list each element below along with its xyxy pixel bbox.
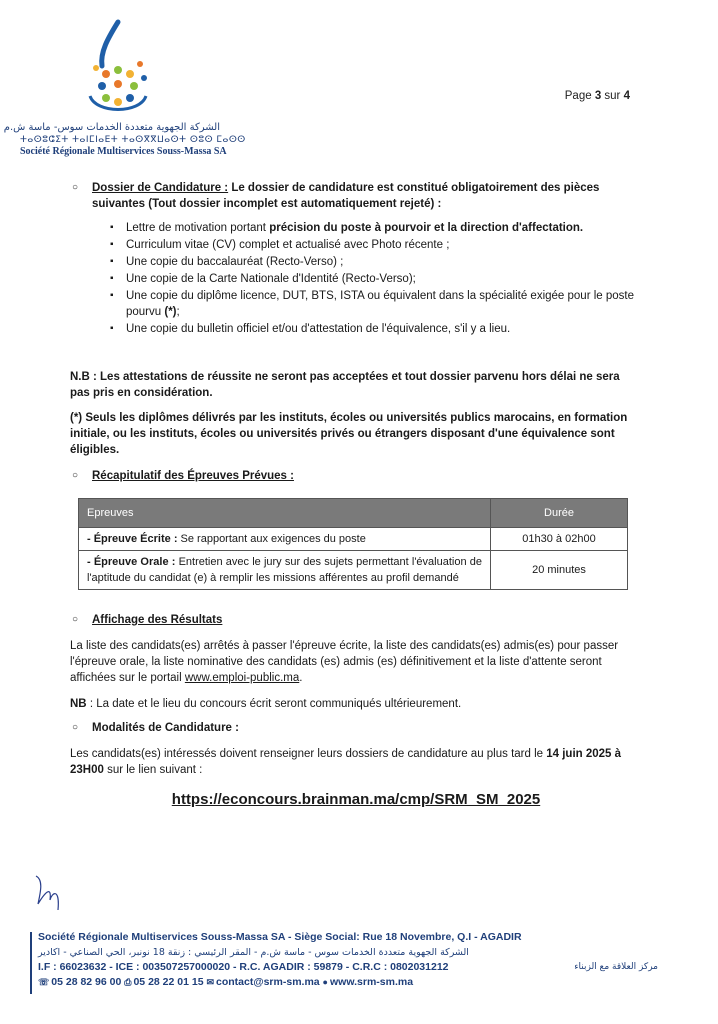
circle-bullet-icon: ○: [72, 470, 79, 481]
company-name-arabic: الشركة الجهوية متعددة الخدمات سوس- ماسة ش.م: [3, 122, 220, 133]
section-title: Modalités de Candidature :: [92, 722, 239, 734]
list-item: ▪ Une copie du baccalauréat (Recto-Verso) ;: [110, 254, 642, 270]
footer-legal-row: [38, 960, 658, 975]
section-title: Dossier de Candidature :: [92, 182, 229, 194]
footer-website[interactable]: www.srm-sm.ma: [329, 976, 414, 988]
section-intro: Le dossier de candidature est constitué obligatoirement des pièces suivantes (Tout dossier incomplet est automatiquement rejeté) :: [92, 182, 600, 210]
epreuve-cell: - Épreuve Orale : Entretien avec le jury sur des sujets permettant l'évaluation de l'aptitude du candidat (e) à remplir les missions afférentes au profil demandé: [79, 551, 491, 590]
circle-bullet-icon: ○: [72, 614, 79, 625]
fax-icon: ⎙: [124, 977, 132, 987]
epreuve-cell: - Épreuve Écrite : Se rapportant aux exigences du poste: [79, 528, 491, 551]
epreuves-table: [78, 498, 628, 590]
circle-bullet-icon: ○: [72, 182, 79, 193]
section-dossier: [70, 180, 642, 212]
phone-icon: ☏: [38, 977, 50, 987]
table-row: [79, 528, 628, 551]
econcours-link[interactable]: https://econcours.brainman.ma/cmp/SRM_SM_2025: [171, 791, 541, 808]
footer-address: Société Régionale Multiservices Souss-Massa SA - Siège Social: Rue 18 Novembre, Q.I - AGADIR: [38, 931, 522, 943]
email-icon: ✉: [206, 977, 215, 987]
footer-fax: 05 28 22 01 15: [133, 976, 204, 988]
footer-divider: [30, 932, 32, 994]
emploi-public-link[interactable]: www.emploi-public.ma: [184, 672, 300, 684]
col-duree: Durée: [491, 499, 628, 528]
footer-contacts: [38, 975, 658, 990]
srm-logo-icon: [78, 18, 158, 118]
nb-note: N.B : Les attestations de réussite ne seront pas acceptées et tout dossier parvenu hors délai ne sera pas pris en considération.: [70, 371, 620, 399]
footer-phone: 05 28 82 96 00: [51, 976, 122, 988]
affichage-text: La liste des candidats(es) arrêtés à passer l'épreuve écrite, la liste des candidats(es) admis(es) pour passer l'épreuve orale, la liste nominative des candidats (es) admis (es) définitivement et la liste d'attente seront affichées sur le portail www.emploi-public.ma.: [70, 640, 619, 684]
list-item: ▪ Une copie de la Carte Nationale d'Identité (Recto-Verso);: [110, 271, 642, 287]
duree-cell: 01h30 à 02h00: [491, 528, 628, 551]
pieces-list: [110, 220, 642, 337]
list-item: ▪ Lettre de motivation portant précision du poste à pourvoir et la direction d'affectation.: [110, 220, 642, 236]
footer-customer-center-arabic: مركز العلاقة مع الزبناء: [574, 962, 658, 972]
section-recap: [70, 468, 642, 484]
col-epreuves: Epreuves: [79, 499, 491, 528]
page-number: Page 3 sur 4: [564, 90, 630, 102]
signature-icon: [30, 870, 70, 915]
modalites-text: Les candidats(es) intéressés doivent renseigner leurs dossiers de candidature au plus tard le 14 juin 2025 à 23H00 sur le lien suivant :: [70, 748, 622, 776]
list-item: ▪ Une copie du diplôme licence, DUT, BTS, ISTA ou équivalent dans la spécialité exigée pour le poste pourvu (*);: [110, 288, 642, 320]
company-name-french: Société Régionale Multiservices Souss-Massa SA: [20, 146, 227, 157]
nb2-note: NB : La date et le lieu du concours écrit seront communiqués ultérieurement.: [70, 698, 462, 710]
diploma-note: (*) Seuls les diplômes délivrés par les instituts, écoles ou universités publics marocains, en formation initiale, ou les instituts, écoles ou universités privés ou étrangers disposant d'une équivalence sont éligibles.: [70, 412, 628, 456]
section-title: Récapitulatif des Épreuves Prévues :: [92, 470, 294, 482]
econcours-link-line: [70, 792, 642, 808]
section-title: Affichage des Résultats: [92, 614, 223, 626]
footer: [38, 930, 658, 990]
web-icon: ●: [322, 977, 328, 987]
circle-bullet-icon: ○: [72, 722, 79, 733]
duree-cell: 20 minutes: [491, 551, 628, 590]
table-header-row: [79, 499, 628, 528]
document-body: [70, 180, 642, 808]
company-logo-block: [3, 18, 246, 157]
table-row: [79, 551, 628, 590]
list-item: ▪ Curriculum vitae (CV) complet et actualisé avec Photo récente ;: [110, 237, 642, 253]
section-modalites: [70, 720, 642, 736]
footer-address-arabic: الشركة الجهوية متعددة الخدمات سوس - ماسة ش.م - المقر الرئيسي : زنقة 18 نونبر، الحي الصناعي - اكادير: [38, 947, 469, 958]
footer-email[interactable]: contact@srm-sm.ma: [216, 976, 320, 988]
section-affichage: [70, 612, 642, 628]
company-name-tifinagh: ⵜⴰⵙⵓⵛⵉⵜ ⵜⴰⵏⵎⵏⴰⴹⵜ ⵜⴰⵙⴳⴳⵡⴰⵙⵜ ⵙⵓⵙ ⵎⴰⵙⵙ: [20, 135, 246, 145]
footer-legal-ids: I.F : 66023632 - ICE : 003507257000020 - R.C. AGADIR : 59879 - C.R.C : 0802031212: [38, 961, 449, 973]
list-item: ▪ Une copie du bulletin officiel et/ou d'attestation de l'équivalence, s'il y a lieu.: [110, 321, 642, 337]
